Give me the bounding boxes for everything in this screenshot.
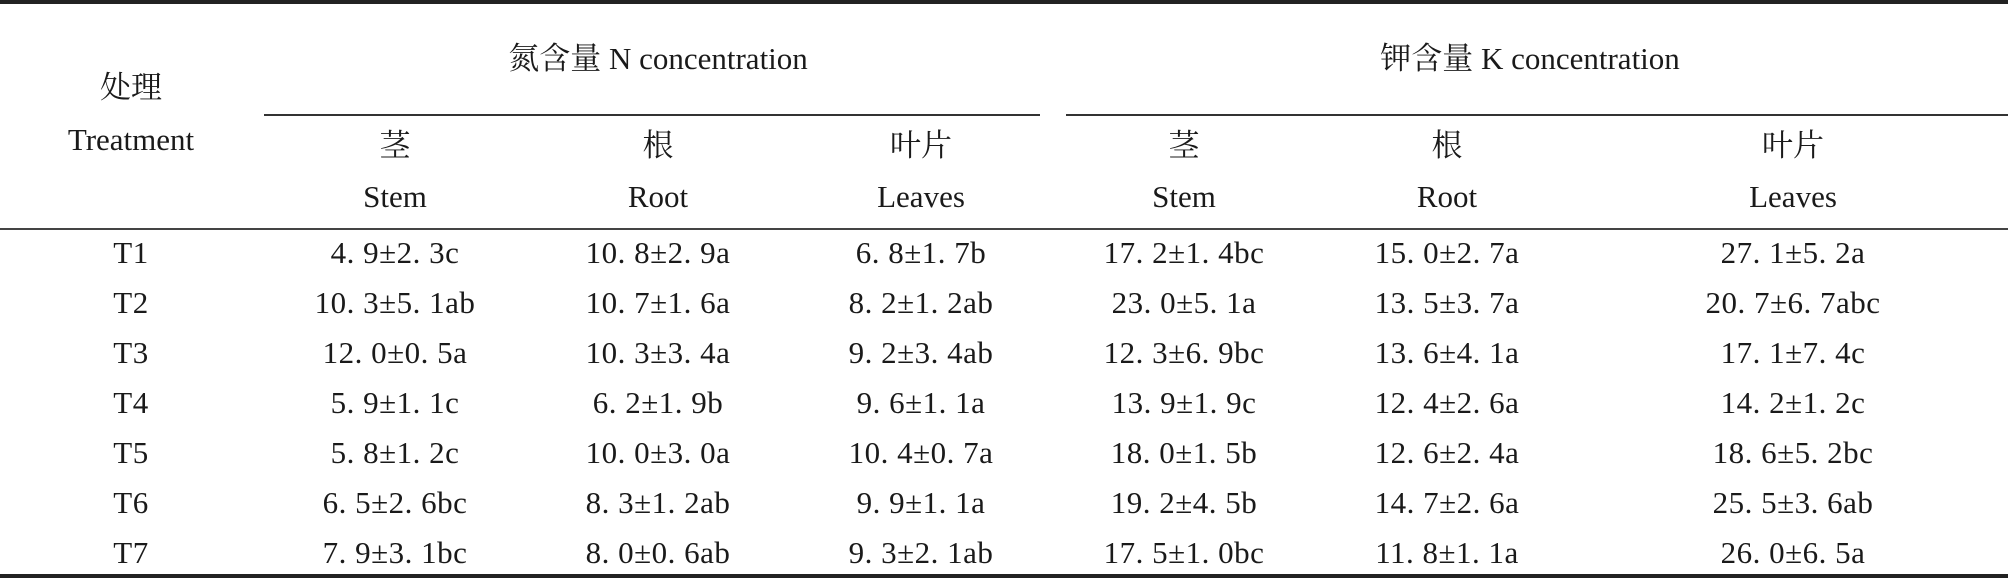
treatment-header-en: Treatment (67, 122, 195, 157)
value-cell: 5. 8±1. 2c (330, 435, 460, 470)
treatment-cell: T4 (113, 385, 149, 420)
table-bottom-rule (0, 574, 2008, 578)
header-bottom-rule (0, 228, 2008, 230)
value-cell: 9. 9±1. 1a (856, 485, 986, 520)
value-cell: 15. 0±2. 7a (1374, 235, 1520, 270)
treatment-cell: T1 (113, 235, 149, 270)
column-header-en: Root (627, 179, 689, 214)
value-cell: 14. 2±1. 2c (1720, 385, 1866, 420)
value-cell: 27. 1±5. 2a (1720, 235, 1866, 270)
column-header-zh: 叶片 (1762, 128, 1824, 163)
treatment-cell: T3 (113, 335, 149, 370)
column-header-zh: 茎 (1168, 128, 1200, 163)
value-cell: 4. 9±2. 3c (330, 235, 460, 270)
treatment-cell: T2 (113, 285, 149, 320)
n-group-rule (264, 114, 1040, 116)
value-cell: 10. 8±2. 9a (585, 235, 731, 270)
value-cell: 20. 7±6. 7abc (1705, 285, 1881, 320)
value-cell: 8. 0±0. 6ab (585, 535, 731, 570)
value-cell: 18. 6±5. 2bc (1712, 435, 1874, 470)
treatment-cell: T5 (113, 435, 149, 470)
value-cell: 9. 2±3. 4ab (848, 335, 994, 370)
value-cell: 8. 2±1. 2ab (848, 285, 994, 320)
column-header-en: Stem (363, 179, 427, 214)
value-cell: 8. 3±1. 2ab (585, 485, 731, 520)
column-header-zh: 叶片 (890, 128, 952, 163)
value-cell: 17. 5±1. 0bc (1103, 535, 1265, 570)
value-cell: 17. 2±1. 4bc (1103, 235, 1265, 270)
value-cell: 5. 9±1. 1c (330, 385, 460, 420)
value-cell: 6. 8±1. 7b (855, 235, 987, 270)
value-cell: 7. 9±3. 1bc (322, 535, 468, 570)
value-cell: 11. 8±1. 1a (1375, 535, 1519, 570)
column-header-en: Leaves (877, 179, 965, 214)
value-cell: 10. 0±3. 0a (585, 435, 731, 470)
column-header-zh: 根 (1431, 128, 1463, 163)
value-cell: 10. 7±1. 6a (585, 285, 731, 320)
value-cell: 13. 6±4. 1a (1374, 335, 1520, 370)
value-cell: 26. 0±6. 5a (1720, 535, 1866, 570)
value-cell: 9. 6±1. 1a (856, 385, 986, 420)
value-cell: 13. 9±1. 9c (1111, 385, 1257, 420)
treatment-cell: T7 (113, 535, 149, 570)
column-header-en: Stem (1152, 179, 1216, 214)
column-header-zh: 根 (642, 128, 674, 163)
value-cell: 6. 2±1. 9b (592, 385, 724, 420)
value-cell: 18. 0±1. 5b (1110, 435, 1258, 470)
value-cell: 14. 7±2. 6a (1374, 485, 1520, 520)
treatment-cell: T6 (113, 485, 149, 520)
value-cell: 23. 0±5. 1a (1111, 285, 1257, 320)
value-cell: 10. 3±3. 4a (585, 335, 731, 370)
value-cell: 25. 5±3. 6ab (1712, 485, 1874, 520)
value-cell: 10. 4±0. 7a (848, 435, 994, 470)
value-cell: 6. 5±2. 6bc (322, 485, 468, 520)
value-cell: 9. 3±2. 1ab (848, 535, 994, 570)
value-cell: 17. 1±7. 4c (1720, 335, 1866, 370)
k-concentration-header: 钾含量 K concentration (1380, 41, 1680, 76)
table-top-rule (0, 0, 2008, 4)
value-cell: 12. 4±2. 6a (1374, 385, 1520, 420)
column-header-en: Leaves (1749, 179, 1837, 214)
value-cell: 12. 6±2. 4a (1374, 435, 1520, 470)
treatment-header-zh: 处理 (100, 70, 162, 105)
value-cell: 12. 0±0. 5a (322, 335, 468, 370)
value-cell: 10. 3±5. 1ab (314, 285, 476, 320)
n-concentration-header: 氮含量 N concentration (508, 41, 808, 76)
column-header-zh: 茎 (379, 128, 411, 163)
value-cell: 13. 5±3. 7a (1374, 285, 1520, 320)
value-cell: 19. 2±4. 5b (1110, 485, 1258, 520)
column-header-en: Root (1416, 179, 1478, 214)
value-cell: 12. 3±6. 9bc (1103, 335, 1265, 370)
k-group-rule (1066, 114, 2008, 116)
